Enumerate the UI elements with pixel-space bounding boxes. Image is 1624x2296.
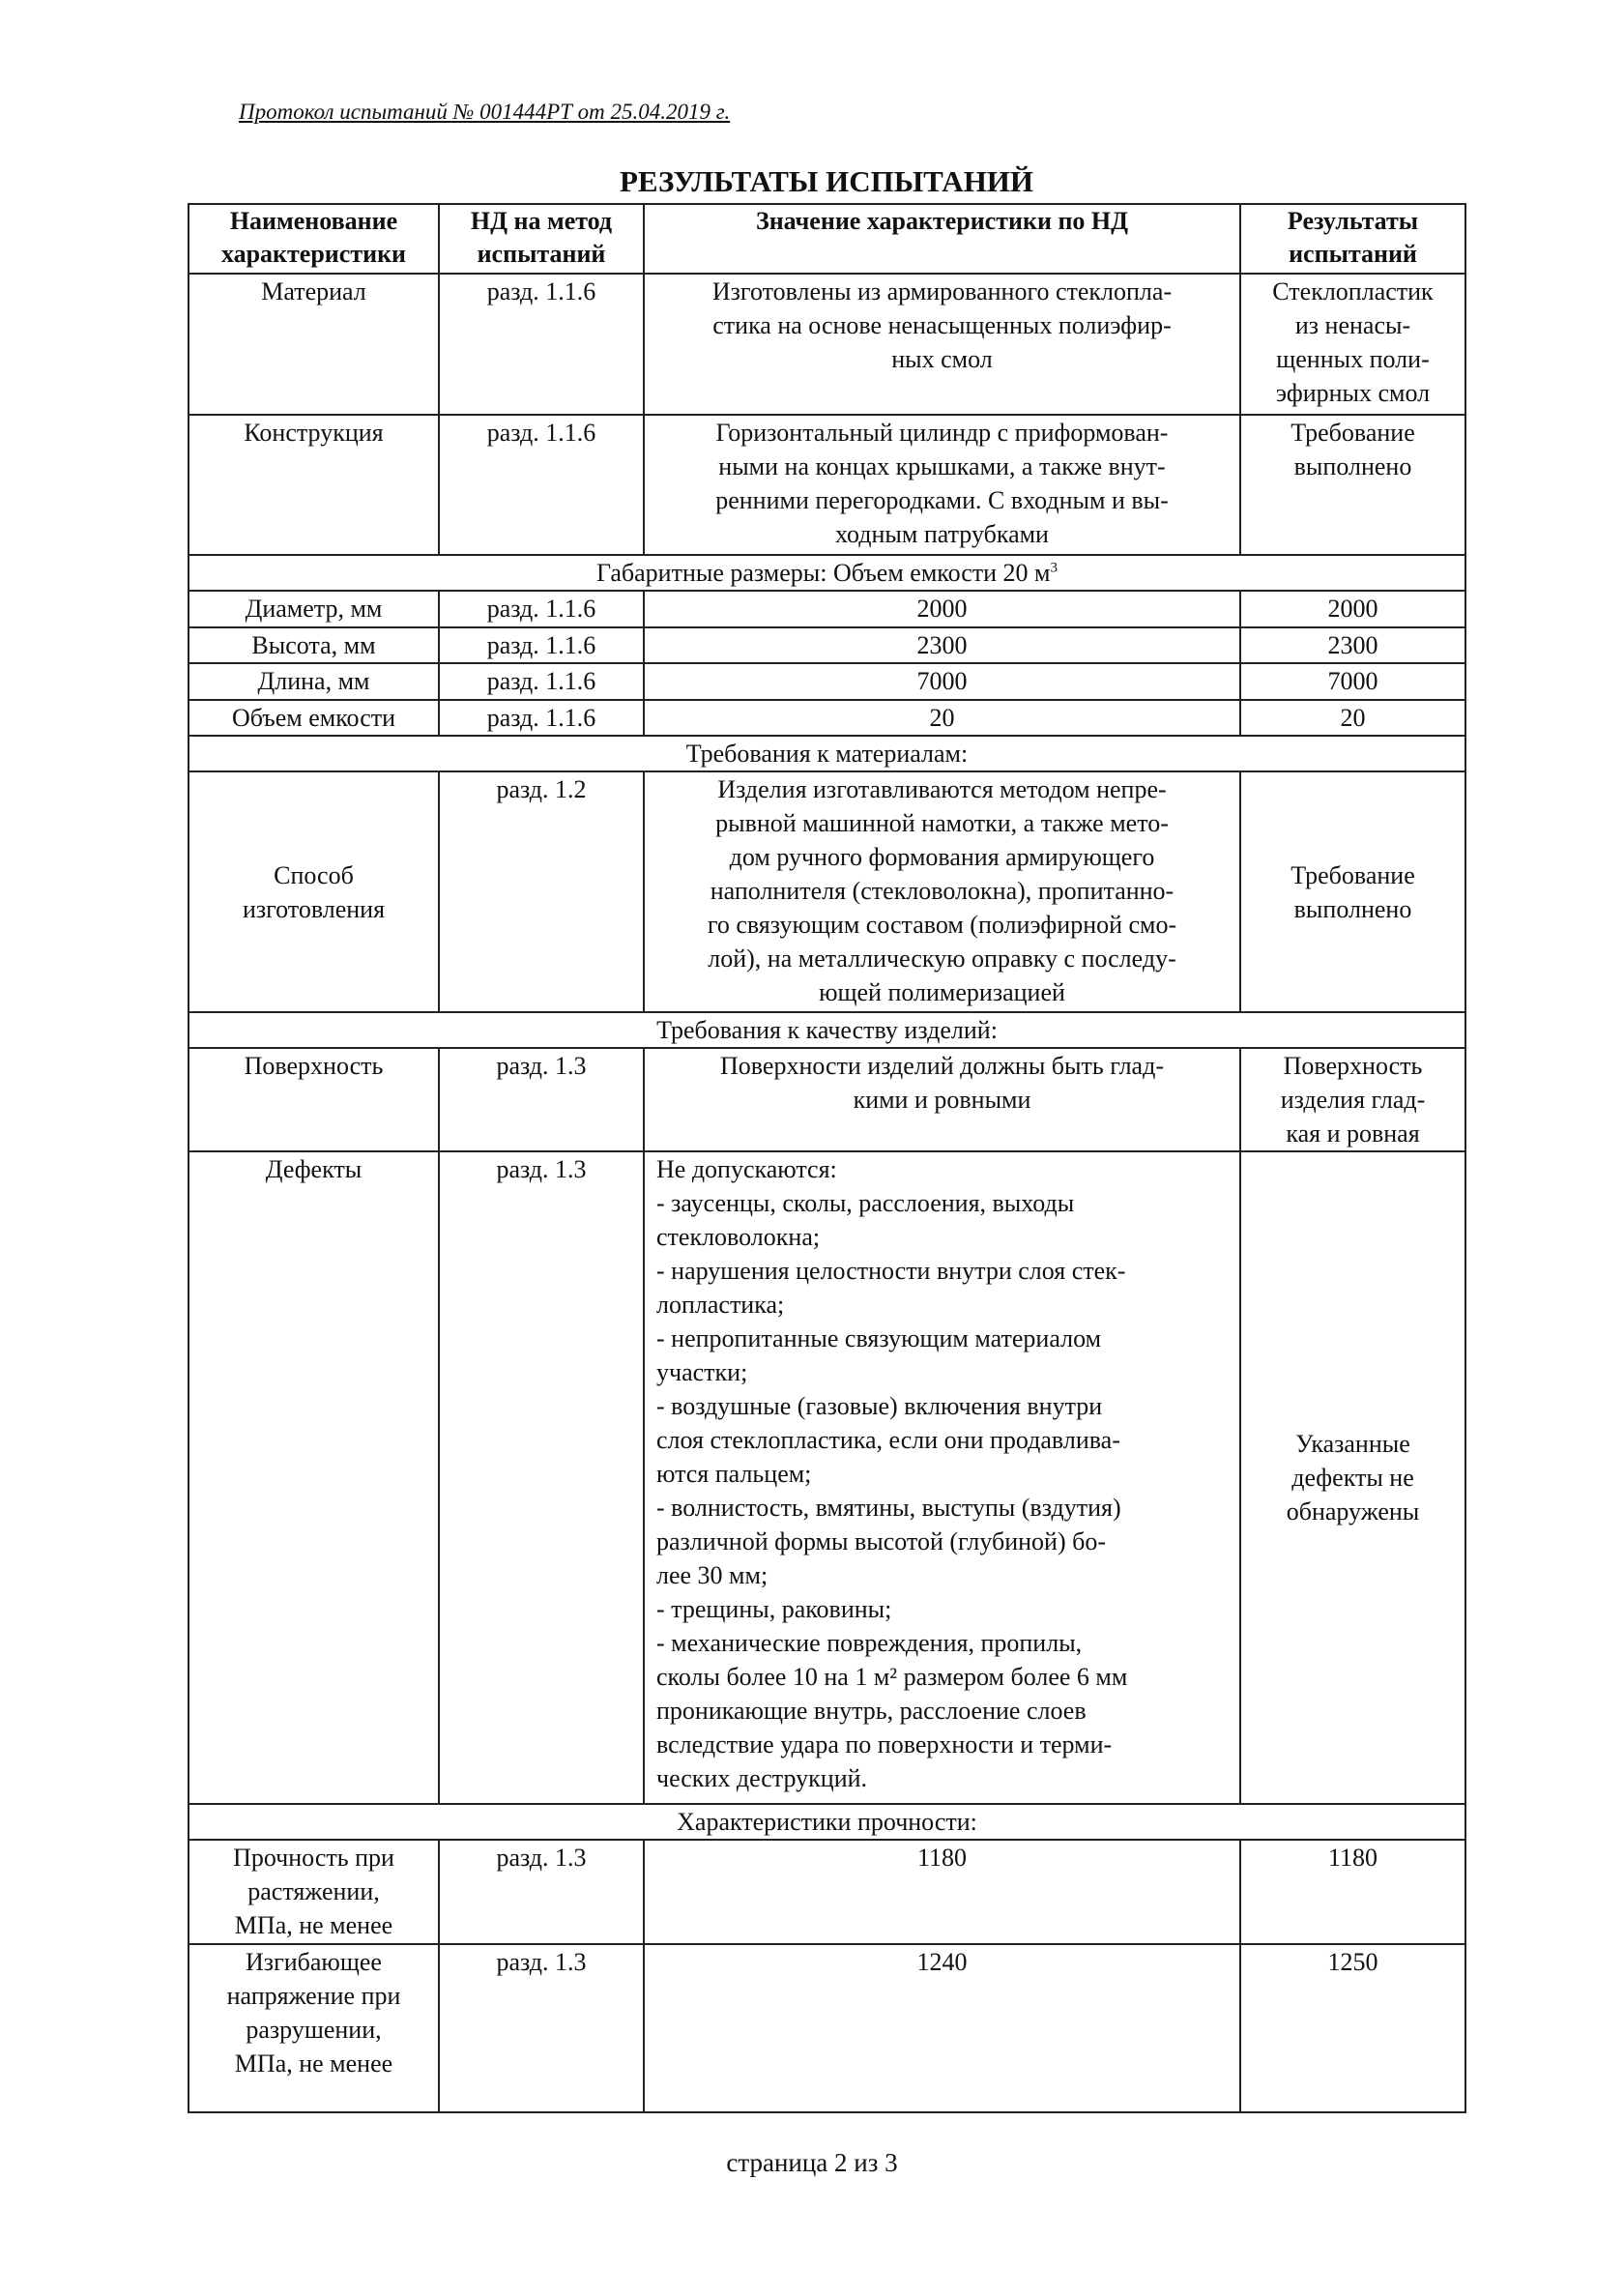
section-heading [188,1804,1465,1840]
table-row [188,1840,1465,1944]
value-cell: Изготовлены из армированного стеклопла- стика на основе ненасыщенных полиэфир- ных смол [644,274,1240,415]
method-cell: разд. 1.3 [439,1151,644,1804]
method-cell: разд. 1.1.6 [439,274,644,415]
method-cell: разд. 1.3 [439,1048,644,1151]
result-cell: Стеклопластик из ненасы- щенных поли- эфирных смол [1240,274,1465,415]
section-row [188,555,1465,591]
result-cell: Требование выполнено [1240,771,1465,1012]
superscript: 3 [1050,560,1058,576]
section-heading [188,1012,1465,1048]
section-text: Характеристики прочности: [677,1808,977,1836]
section-heading [188,736,1465,771]
characteristic-cell: Конструкция [188,415,439,555]
section-heading [188,555,1465,591]
method-cell: разд. 1.1.6 [439,700,644,736]
result-cell: 20 [1240,700,1465,736]
result-cell: 7000 [1240,663,1465,700]
header-value: Значение характеристики по НД [644,204,1240,274]
section-row [188,1804,1465,1840]
result-cell: 2000 [1240,591,1465,627]
header-characteristic: Наименование характеристики [188,204,439,274]
section-text: Требования к качеству изделий: [656,1016,998,1044]
characteristic-cell: Поверхность [188,1048,439,1151]
result-cell: 1180 [1240,1840,1465,1944]
section-row [188,1012,1465,1048]
value-cell: 2000 [644,591,1240,627]
table-row [188,663,1465,700]
value-cell: 20 [644,700,1240,736]
table-row [188,700,1465,736]
characteristic-cell: Изгибающее напряжение при разрушении, МПа, не менее [188,1944,439,2112]
value-cell: 2300 [644,627,1240,663]
header-method: НД на метод испытаний [439,204,644,274]
value-cell: Не допускаются: - заусенцы, сколы, расслоения, выходы стекловолокна; - нарушения целостности внутри слоя стек- лопластика; - непропитанные связующим материалом участки; - воздушные (газовые) включения внутри слоя стеклопластика, если они продавлива- ются пальцем; - волнистость, вмятины, выступы (вздутия) различной формы высотой (глубиной) бо- лее 30 мм; - трещины, раковины; - механические повреждения, пропилы, сколы более 10 на 1 м² размером более 6 мм проникающие внутрь, расслоение слоев вследствие удара по поверхности и терми- ческих деструкций. [644,1151,1240,1804]
table-row [188,274,1465,415]
value-cell: Поверхности изделий должны быть глад- кими и ровными [644,1048,1240,1151]
characteristic-cell: Материал [188,274,439,415]
table-row [188,1048,1465,1151]
characteristic-cell: Способ изготовления [188,771,439,1012]
characteristic-cell: Высота, мм [188,627,439,663]
protocol-header: Протокол испытаний № 001444РТ от 25.04.2019 г. [239,100,731,124]
result-cell: Требование выполнено [1240,415,1465,555]
method-cell: разд. 1.3 [439,1944,644,2112]
method-cell: разд. 1.3 [439,1840,644,1944]
characteristic-cell: Дефекты [188,1151,439,1804]
table-row [188,1151,1465,1804]
characteristic-cell: Объем емкости [188,700,439,736]
table-row [188,591,1465,627]
page-title: РЕЗУЛЬТАТЫ ИСПЫТАНИЙ [619,164,1034,198]
result-cell: Указанные дефекты не обнаружены [1240,1151,1465,1804]
method-cell: разд. 1.1.6 [439,627,644,663]
result-cell: Поверхность изделия глад- кая и ровная [1240,1048,1465,1151]
section-row [188,736,1465,771]
section-text: Габаритные размеры: Объем емкости 20 м [595,559,1051,587]
result-cell: 2300 [1240,627,1465,663]
value-cell: 7000 [644,663,1240,700]
value-cell: Горизонтальный цилиндр с приформован- ными на концах крышками, а также внут- ренними перегородками. С входным и вы- ходным патрубками [644,415,1240,555]
method-cell: разд. 1.1.6 [439,415,644,555]
method-cell: разд. 1.1.6 [439,663,644,700]
table-row [188,771,1465,1012]
header-result: Результаты испытаний [1240,204,1465,274]
page-number: страница 2 из 3 [726,2148,898,2177]
table-row [188,1944,1465,2112]
result-cell: 1250 [1240,1944,1465,2112]
table-row [188,415,1465,555]
characteristic-cell: Прочность при растяжении, МПа, не менее [188,1840,439,1944]
value-cell: Изделия изготавливаются методом непре- рывной машинной намотки, а также мето- дом ручного формования армирующего наполнителя (стекловолокна), пропитанно- го связующим составом (полиэфирной смо- лой), на металлическую оправку с последу- ющей полимеризацией [644,771,1240,1012]
table-header-row [188,204,1465,274]
value-cell: 1180 [644,1840,1240,1944]
method-cell: разд. 1.1.6 [439,591,644,627]
characteristic-cell: Длина, мм [188,663,439,700]
characteristic-cell: Диаметр, мм [188,591,439,627]
value-cell: 1240 [644,1944,1240,2112]
results-table [188,203,1466,2113]
method-cell: разд. 1.2 [439,771,644,1012]
table-row [188,627,1465,663]
section-text: Требования к материалам: [685,740,969,768]
